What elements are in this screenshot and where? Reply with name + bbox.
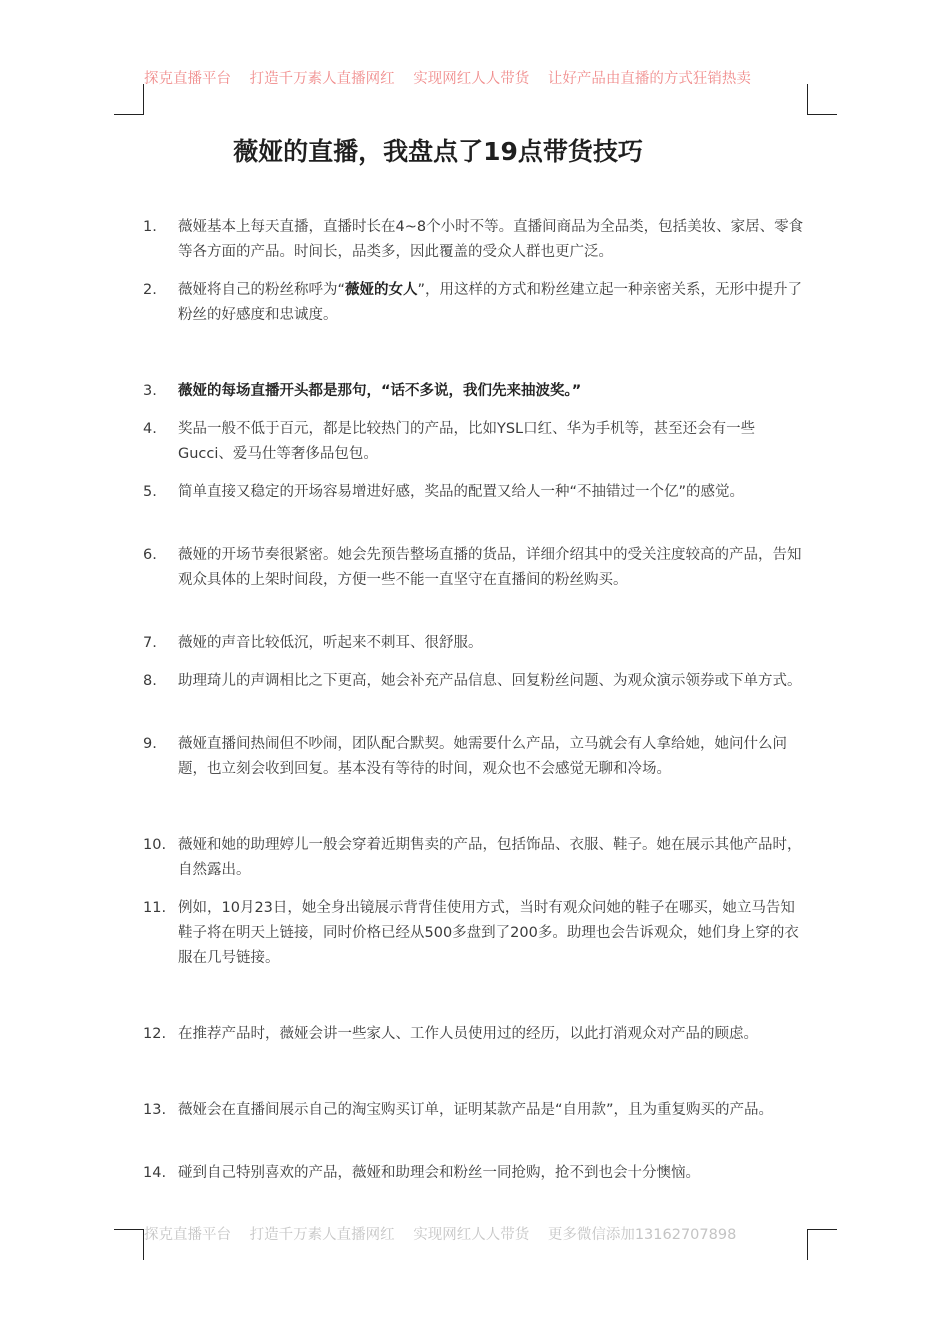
list-item — [143, 1161, 807, 1186]
item-text-part: ”，用这样的方式和粉丝建立起一种亲密关系，无形中提升了粉丝的好感度和忠诚度。 — [178, 282, 803, 323]
page-header — [144, 68, 844, 90]
list-item — [143, 896, 807, 971]
list-item — [143, 379, 807, 404]
list-item — [143, 417, 807, 467]
list-item — [143, 543, 807, 593]
item-number: 5. — [143, 484, 157, 500]
list-item — [143, 833, 807, 883]
header-segment: 实现网红人人带货 — [413, 71, 530, 87]
page-footer — [144, 1224, 844, 1246]
crop-mark-bottom-left — [114, 1229, 144, 1260]
item-number: 8. — [143, 673, 157, 689]
item-text: 薇娅的每场直播开头都是那句，“话不多说，我们先来抽波奖。” — [178, 383, 582, 399]
item-number: 14. — [143, 1165, 167, 1181]
item-text-emphasis: 薇娅的女人 — [345, 282, 418, 298]
item-text: 例如，10月23日，她全身出镜展示背背佳使用方式，当时有观众问她的鞋子在哪买，她立马告知鞋子将在明天上链接，同时价格已经从500多盘到了200多。助理也会告诉观众，她们身上穿的衣服在几号链接。 — [178, 900, 799, 966]
item-number: 6. — [143, 547, 157, 563]
item-text: 简单直接又稳定的开场容易增进好感，奖品的配置又给人一种“不抽错过一个亿”的感觉。 — [178, 484, 745, 500]
item-number: 10. — [143, 837, 167, 853]
footer-segment: 实现网红人人带货 — [413, 1227, 530, 1243]
list-item — [143, 631, 807, 656]
header-segment: 让好产品由直播的方式狂销热卖 — [547, 71, 751, 87]
list-item — [143, 278, 807, 328]
list-item — [143, 480, 807, 505]
item-number: 11. — [143, 900, 167, 916]
list-item — [143, 732, 807, 782]
item-number: 12. — [143, 1026, 167, 1042]
item-text: 薇娅的声音比较低沉，听起来不刺耳、很舒服。 — [178, 635, 483, 651]
header-segment: 探克直播平台 — [144, 71, 231, 87]
item-text: 薇娅的开场节奏很紧密。她会先预告整场直播的货品，详细介绍其中的受关注度较高的产品，告知观众具体的上架时间段，方便一些不能一直坚守在直播间的粉丝购买。 — [178, 547, 802, 588]
list-item — [143, 1098, 807, 1123]
item-text: 奖品一般不低于百元，都是比较热门的产品，比如YSL口红、华为手机等，甚至还会有一些Gucci、爱马仕等奢侈品包包。 — [178, 421, 756, 462]
item-number: 9. — [143, 736, 157, 752]
crop-mark-top-right — [807, 84, 837, 115]
item-number: 7. — [143, 635, 157, 651]
item-text: 薇娅直播间热闹但不吵闹，团队配合默契。她需要什么产品，立马就会有人拿给她，她问什么问题，也立刻会收到回复。基本没有等待的时间，观众也不会感觉无聊和冷场。 — [178, 736, 787, 777]
item-number: 13. — [143, 1102, 167, 1118]
item-text: 碰到自己特别喜欢的产品，薇娅和助理会和粉丝一同抢购，抢不到也会十分懊恼。 — [178, 1165, 700, 1181]
item-text: 薇娅会在直播间展示自己的淘宝购买订单，证明某款产品是“自用款”，且为重复购买的产品。 — [178, 1102, 774, 1118]
item-text: 在推荐产品时，薇娅会讲一些家人、工作人员使用过的经历，以此打消观众对产品的顾虑。 — [178, 1026, 758, 1042]
list-item — [143, 669, 807, 694]
header-segment: 打造千万素人直播网红 — [249, 71, 395, 87]
item-number: 3. — [143, 383, 157, 399]
item-number: 2. — [143, 282, 157, 298]
list-item — [143, 215, 807, 265]
footer-segment: 探克直播平台 — [144, 1227, 231, 1243]
footer-segment: 更多微信添加13162707898 — [547, 1227, 737, 1243]
page-title: 薇娅的直播，我盘点了19点带货技巧 — [233, 137, 643, 166]
item-text: 薇娅和她的助理婷儿一般会穿着近期售卖的产品，包括饰品、衣服、鞋子。她在展示其他产品时，自然露出。 — [178, 837, 802, 878]
item-number: 1. — [143, 219, 157, 235]
crop-mark-top-left — [114, 84, 144, 115]
list-item — [143, 1022, 807, 1047]
item-number: 4. — [143, 421, 157, 437]
item-text-part: 薇娅将自己的粉丝称呼为“ — [178, 282, 346, 298]
footer-segment: 打造千万素人直播网红 — [249, 1227, 395, 1243]
item-text: 薇娅基本上每天直播，直播时长在4~8个小时不等。直播间商品为全品类，包括美妆、家居、零食等各方面的产品。时间长，品类多，因此覆盖的受众人群也更广泛。 — [178, 219, 804, 260]
item-text — [178, 278, 807, 328]
item-text: 助理琦儿的声调相比之下更高，她会补充产品信息、回复粉丝问题、为观众演示领券或下单方式。 — [178, 673, 802, 689]
